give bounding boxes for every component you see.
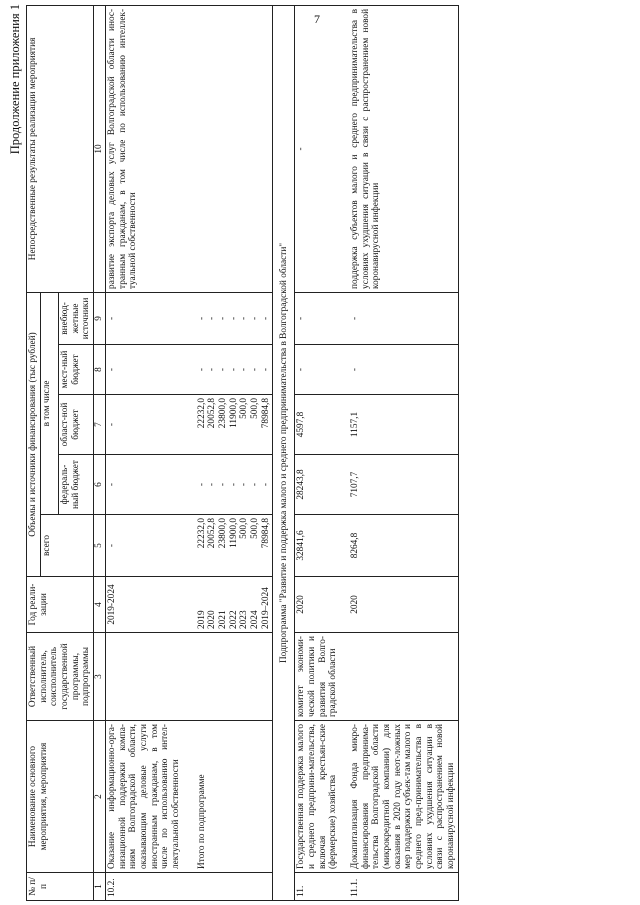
row-result: - xyxy=(295,5,340,292)
subtotal-total-value: 500,0 xyxy=(250,518,261,539)
subtotal-year: 2019 xyxy=(196,610,207,629)
subtotal-label: Итого по подпрограмме xyxy=(183,721,273,873)
row-result: развитие экспорта деловых услуг Волгоградской области инос-транным гражданам, в том числе по использованию интеллек-туальной собственности xyxy=(105,5,182,292)
table-row xyxy=(105,5,182,900)
header-responsible: Ответственный исполнитель, соисполнитель государственной программы, подпрограммы xyxy=(27,633,94,721)
column-number: 9 xyxy=(94,292,106,344)
subtotal-total-value: 500,0 xyxy=(239,518,250,539)
header-federal: федераль-ный бюджет xyxy=(59,455,94,515)
page-number: 7 xyxy=(314,12,320,26)
subtotal-federal-value: - xyxy=(228,482,239,487)
row-regional: 1157,1 xyxy=(340,395,458,455)
column-number: 2 xyxy=(94,721,106,873)
row-federal: 7107,7 xyxy=(340,455,458,515)
subtotal-year: 2020 xyxy=(207,610,218,629)
subtotal-year: 2024 xyxy=(250,610,261,629)
row-num: 11.1. xyxy=(340,873,458,901)
subtotal-federal-value: - xyxy=(196,482,207,487)
subtotal-year: 2019–2024 xyxy=(260,587,271,629)
row-regional: 4597,8 xyxy=(295,395,340,455)
table-row xyxy=(295,5,340,900)
row-total: 32841,6 xyxy=(295,515,340,577)
subtotal-federal-value: - xyxy=(260,482,271,487)
row-extra: - xyxy=(295,292,340,344)
row-result: поддержка субъектов малого и среднего предпринимательства в условиях ухудшения ситуации в связи с распространением новой коронавирусной инфекции xyxy=(340,5,458,292)
column-number: 8 xyxy=(94,345,106,395)
subtotal-row xyxy=(183,5,273,900)
row-num: 11. xyxy=(295,873,340,901)
column-number: 1 xyxy=(94,873,106,901)
subtotal-total-value: 20052,8 xyxy=(207,518,218,549)
subprogram-title: Подпрограмма "Развитие и поддержка малого и среднего предпринимательства в Волгоградской области" xyxy=(273,5,295,900)
column-number: 10 xyxy=(94,5,106,292)
header-num: № п/п xyxy=(27,873,94,901)
row-year: 2019-2024 xyxy=(105,577,182,633)
row-total: 8264,8 xyxy=(340,515,458,577)
row-extra: - xyxy=(340,292,458,344)
subtotal-years xyxy=(183,577,273,633)
subtotal-regional-value: 500,0 xyxy=(239,398,250,419)
subtotal-federal-value: - xyxy=(239,482,250,487)
subtotal-year: 2021 xyxy=(218,610,228,629)
subtotal-extra-value: - xyxy=(250,316,261,321)
column-number: 5 xyxy=(94,515,106,577)
row-local: - xyxy=(340,345,458,395)
subtotal-local-value: - xyxy=(260,367,271,372)
subtotal-local-value: - xyxy=(228,367,239,372)
subtotal-local-value: - xyxy=(239,367,250,372)
row-name: Докапитализация Фонда микро-финансирования предпринима-тельства Волгоградской области (микрокредитной компании) для оказания в 2020 году неот-ложных мер поддержки субъек-там малого и среднего пред-принимательства в условиях ухудшения ситуации в связи с распространением новой коронавирусной инфекции xyxy=(340,721,458,873)
subtotal-year: 2023 xyxy=(239,610,250,629)
column-number-row xyxy=(94,5,106,900)
row-extra: - xyxy=(105,292,182,344)
column-number: 7 xyxy=(94,395,106,455)
header-financing: Объемы и источники финансирования (тыс рублей) xyxy=(27,292,41,576)
row-regional: - xyxy=(105,395,182,455)
subtotal-regional-value: 78984,8 xyxy=(260,398,271,429)
column-number: 3 xyxy=(94,633,106,721)
header-name: Наименование основного мероприятия, мероприятия xyxy=(27,721,94,873)
subtotal-total-value: 22232,0 xyxy=(196,518,207,549)
subtotal-local-value: - xyxy=(196,367,207,372)
subprogram-title-row xyxy=(273,5,295,900)
header-results: Непосредственные результаты реализации мероприятия xyxy=(27,5,94,292)
header-extra: внебюд-жетные источники xyxy=(59,292,94,344)
subtotal-regional-value: 23800,0 xyxy=(218,398,228,429)
subtotal-federal xyxy=(183,455,273,515)
row-num: 10.2. xyxy=(105,873,182,901)
subtotal-local xyxy=(183,345,273,395)
row-name: Государственная поддержка малого и среднего предприни-мательства, включая крестьян-ские (фермерские) хозяйства xyxy=(295,721,340,873)
subtotal-total xyxy=(183,515,273,577)
subtotal-extra-value: - xyxy=(207,316,218,321)
program-table xyxy=(26,5,459,901)
subtotal-regional xyxy=(183,395,273,455)
subtotal-federal-value: - xyxy=(218,482,228,487)
subtotal-year: 2022 xyxy=(228,610,239,629)
row-federal: 28243,8 xyxy=(295,455,340,515)
subtotal-federal-value: - xyxy=(207,482,218,487)
column-number: 4 xyxy=(94,577,106,633)
row-year: 2020 xyxy=(340,577,458,633)
subtotal-extra-value: - xyxy=(239,316,250,321)
header-regional: област-ной бюджет xyxy=(59,395,94,455)
header-total: всего xyxy=(40,515,93,577)
subtotal-extra-value: - xyxy=(228,316,239,321)
row-responsible: комитет экономи-ческой политики и развития Волго-градской области xyxy=(295,633,340,721)
subtotal-regional-value: 22232,0 xyxy=(196,398,207,429)
row-responsible xyxy=(105,633,182,721)
table-row xyxy=(340,5,458,900)
row-total: - xyxy=(105,515,182,577)
header-including: в том числе xyxy=(40,292,58,514)
row-local: - xyxy=(295,345,340,395)
subtotal-total-value: 23800,0 xyxy=(218,518,228,549)
header-local: мест-ный бюджет xyxy=(59,345,94,395)
subtotal-local-value: - xyxy=(250,367,261,372)
subtotal-regional-value: 11900,0 xyxy=(228,398,239,428)
subtotal-extra-value: - xyxy=(260,316,271,321)
row-local: - xyxy=(105,345,182,395)
column-number: 6 xyxy=(94,455,106,515)
row-responsible xyxy=(340,633,458,721)
subtotal-extra-value: - xyxy=(218,316,228,321)
row-federal: - xyxy=(105,455,182,515)
header-year: Год реали-зации xyxy=(27,577,94,633)
subtotal-local-value: - xyxy=(218,367,228,372)
subtotal-federal-value: - xyxy=(250,482,261,487)
subtotal-total-value: 11900,0 xyxy=(228,518,239,548)
subtotal-total-value: 78984,8 xyxy=(260,518,271,549)
subtotal-extra-value: - xyxy=(196,316,207,321)
subtotal-extra xyxy=(183,292,273,344)
continuation-caption: Продолжение приложения 1 xyxy=(8,4,22,155)
subtotal-regional-value: 20052,8 xyxy=(207,398,218,429)
subtotal-regional-value: 500,0 xyxy=(250,398,261,419)
subtotal-local-value: - xyxy=(207,367,218,372)
row-name: Оказание информационно-орга-низационной поддержки компа-ниям Волгоградской области, оказывающим деловые услуги иностранным гражданам, в том числе по использованию интел-лектуальной собственности xyxy=(105,721,182,873)
row-year: 2020 xyxy=(295,577,340,633)
